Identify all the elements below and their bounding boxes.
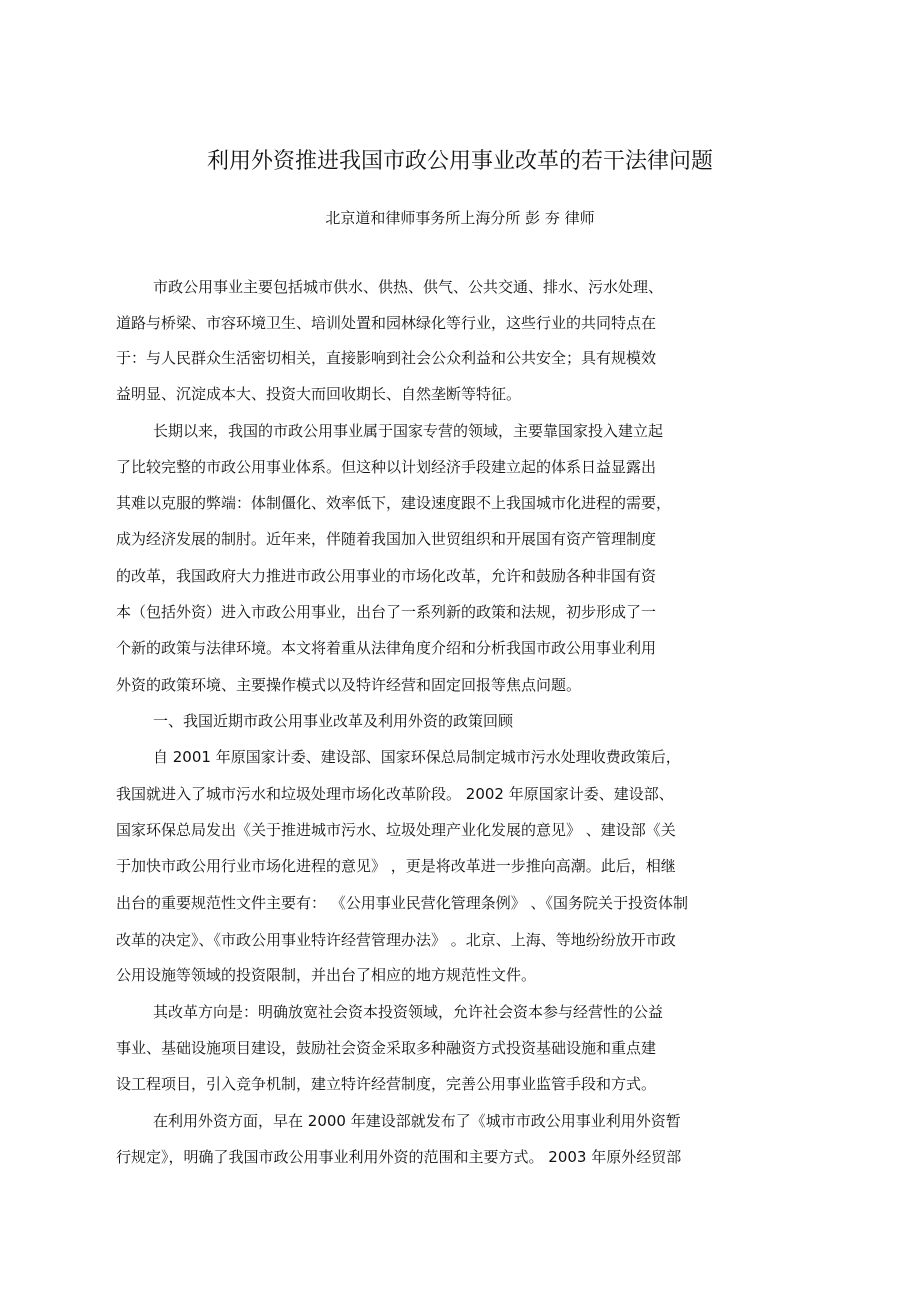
body-line: 道路与桥梁、市容环境卫生、培训处置和园林绿化等行业，这些行业的共同特点在: [116, 314, 657, 332]
body-line: 于：与人民群众生活密切相关，直接影响到社会公众利益和公共安全；具有规模效: [116, 349, 657, 367]
section-heading: 一、我国近期市政公用事业改革及利用外资的政策回顾: [153, 712, 514, 730]
body-line: 设工程项目，引入竞争机制，建立特许经营制度，完善公用事业监管手段和方式。: [116, 1075, 657, 1093]
body-line: 事业、基础设施项目建设，鼓励社会资金采取多种融资方式投资基础设施和重点建: [116, 1039, 657, 1057]
body-line: 成为经济发展的制肘。近年来，伴随着我国加入世贸组织和开展国有资产管理制度: [116, 530, 657, 548]
body-line: 外资的政策环境、主要操作模式以及特许经营和固定回报等焦点问题。: [116, 676, 582, 694]
body-line: 于加快市政公用行业市场化进程的意见》 ，更是将改革进一步推向高潮。此后，相继: [116, 857, 676, 875]
body-line: 个新的政策与法律环境。本文将着重从法律角度介绍和分析我国市政公用事业利用: [116, 639, 657, 657]
body-line: 市政公用事业主要包括城市供水、供热、供气、公共交通、排水、污水处理、: [153, 278, 664, 296]
body-line: 自 2001 年原国家计委、建设部、国家环保总局制定城市污水处理收费政策后，: [153, 748, 681, 766]
body-line: 长期以来，我国的市政公用事业属于国家专营的领域，主要靠国家投入建立起: [153, 422, 664, 440]
document-title: 利用外资推进我国市政公用事业改革的若干法律问题: [206, 149, 713, 174]
body-line: 本（包括外资）进入市政公用事业，出台了一系列新的政策和法规，初步形成了一: [116, 603, 657, 621]
body-line: 我国就进入了城市污水和垃圾处理市场化改革阶段。 2002 年原国家计委、建设部、: [116, 785, 674, 803]
body-line: 改革的决定》、《市政公用事业特许经营管理办法》 。北京、上海、等地纷纷放开市政: [116, 931, 676, 949]
body-line: 在利用外资方面，早在 2000 年建设部就发布了《城市市政公用事业利用外资暂: [153, 1112, 681, 1130]
body-line: 其难以克服的弊端：体制僵化、效率低下，建设速度跟不上我国城市化进程的需要，: [116, 494, 672, 512]
body-line: 了比较完整的市政公用事业体系。但这种以计划经济手段建立起的体系日益显露出: [116, 458, 657, 476]
body-line: 的改革，我国政府大力推进市政公用事业的市场化改革，允许和鼓励各种非国有资: [116, 567, 657, 585]
body-line: 公用设施等领域的投资限制，并出台了相应的地方规范性文件。: [116, 966, 537, 984]
body-line: 出台的重要规范性文件主要有： 《公用事业民营化管理条例》 、《国务院关于投资体制: [116, 894, 689, 912]
body-line: 其改革方向是：明确放宽社会资本投资领域，允许社会资本参与经营性的公益: [153, 1003, 664, 1021]
body-line: 行规定》，明确了我国市政公用事业利用外资的范围和主要方式。 2003 年原外经贸部: [116, 1148, 682, 1166]
author-line: 北京道和律师事务所上海分所 彭 夯 律师: [325, 209, 595, 227]
body-line: 益明显、沉淀成本大、投资大而回收期长、自然垄断等特征。: [116, 385, 522, 403]
body-line: 国家环保总局发出《关于推进城市污水、垃圾处理产业化发展的意见》 、建设部《关: [116, 821, 676, 839]
